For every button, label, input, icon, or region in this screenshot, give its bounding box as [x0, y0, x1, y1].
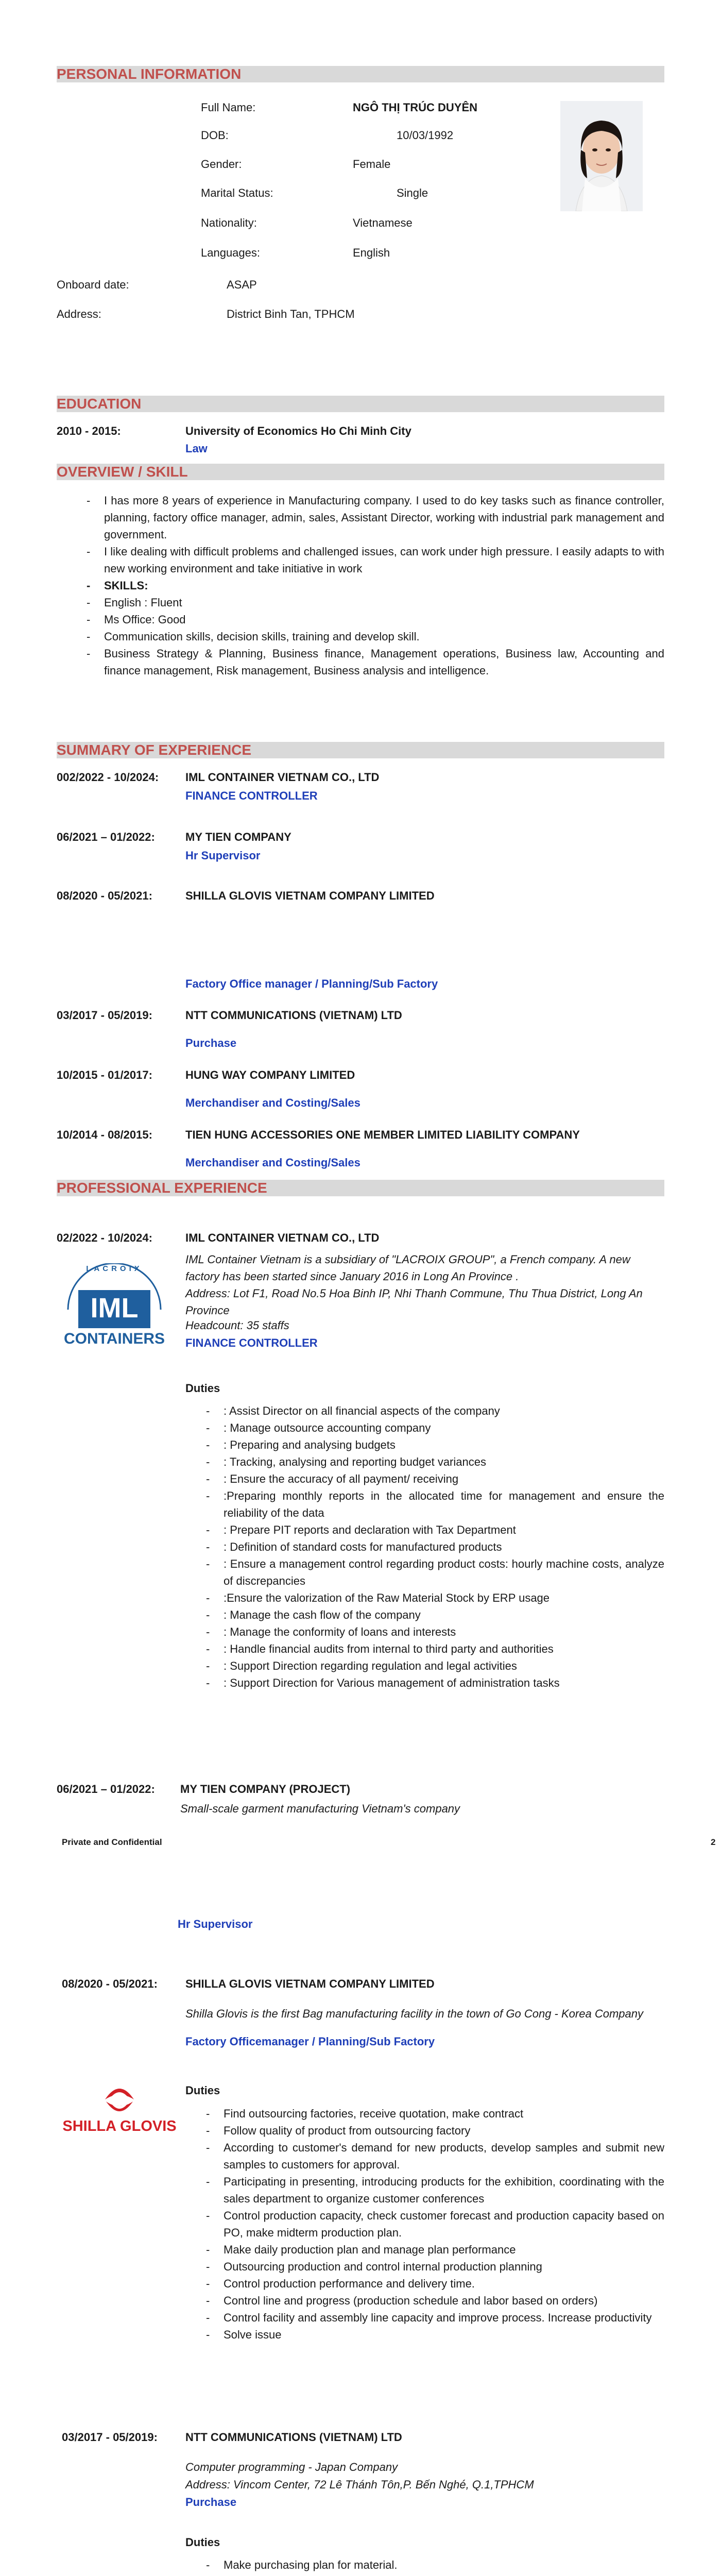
value-marital-status: Single [397, 187, 428, 199]
duty-item: - Outsourcing production and control internal production planning [206, 2258, 664, 2275]
education-period: 2010 - 2015: [57, 425, 121, 437]
summary-company: MY TIEN COMPANY [185, 831, 291, 843]
summary-period: 10/2014 - 08/2015: [57, 1128, 152, 1141]
iml-logo [58, 1263, 171, 1351]
duty-item: - Make daily production plan and manage plan performance [206, 2241, 664, 2258]
overview-list [87, 492, 664, 679]
mytien-description: Small-scale garment manufacturing Vietnam's company [180, 1802, 460, 1815]
summary-role: Merchandiser and Costing/Sales [185, 1096, 360, 1109]
iml-period: 02/2022 - 10/2024: [57, 1231, 152, 1244]
summary-role: Hr Supervisor [185, 849, 261, 862]
shilla-duties-list [206, 2105, 664, 2343]
duty-item: - : Manage the cash flow of the company [206, 1606, 664, 1623]
summary-period: 08/2020 - 05/2021: [57, 889, 152, 902]
duty-item: - Make purchasing plan for material. [206, 2556, 664, 2573]
value-gender: Female [353, 158, 391, 171]
summary-role: Purchase [185, 1037, 237, 1049]
education-school: University of Economics Ho Chi Minh City [185, 425, 411, 437]
duty-item: - : Ensure the accuracy of all payment/ receiving [206, 1470, 664, 1487]
duty-item: - :Preparing monthly reports in the allocated time for management and ensure the reliability of the data [206, 1487, 664, 1521]
duty-item: - : Definition of standard costs for manufactured products [206, 1538, 664, 1555]
iml-logo-text: IML [90, 1293, 139, 1324]
summary-company: NTT COMMUNICATIONS (VIETNAM) LTD [185, 1009, 402, 1022]
iml-description: IML Container Vietnam is a subsidiary of "LACROIX GROUP", a French company. A new factory has been started since January 2016 in Long An Province . [185, 1253, 630, 1283]
duty-item: - Control facility and assembly line capacity and improve process. Increase productivity [206, 2309, 664, 2326]
iml-logo-arc-text: LACROIX [86, 1264, 143, 1273]
label-languages: Languages: [201, 246, 260, 259]
iml-company: IML CONTAINER VIETNAM CO., LTD [185, 1231, 380, 1244]
iml-duties-list [206, 1402, 664, 1691]
overview-item: - Business Strategy & Planning, Business finance, Management operations, Business law, Accounting and finance management, Risk management, Business analysis and intelligence. [87, 645, 664, 679]
overview-item: - I has more 8 years of experience in Manufacturing company. I used to do key tasks such as finance controller, planning, factory office manager, admin, sales, Assistant Director, working with industrial park management and government. [87, 492, 664, 543]
duty-item [206, 2573, 664, 2576]
footer-page-number: 2 [711, 1837, 716, 1847]
duty-item: - :Ensure the valorization of the Raw Material Stock by ERP usage [206, 1589, 664, 1606]
overview-item: - Ms Office: Good [87, 611, 664, 628]
duty-item: - : Preparing and analysing budgets [206, 1436, 664, 1453]
shilla-duties-label: Duties [185, 2084, 220, 2097]
mytien-role: Hr Supervisor [178, 1918, 253, 1930]
iml-logo-sub: CONTAINERS [63, 1330, 165, 1347]
duty-item: - : Prepare PIT reports and declaration with Tax Department [206, 1521, 664, 1538]
duty-item: - Participating in presenting, introducing products for the exhibition, coordinating with the sales department to organize customer conferences [206, 2173, 664, 2207]
summary-role: Factory Office manager / Planning/Sub Factory [185, 977, 438, 990]
label-gender: Gender: [201, 158, 242, 171]
value-languages: English [353, 246, 390, 259]
value-address: District Binh Tan, TPHCM [227, 308, 355, 320]
shilla-company: SHILLA GLOVIS VIETNAM COMPANY LIMITED [185, 1977, 435, 1990]
summary-company: IML CONTAINER VIETNAM CO., LTD [185, 771, 380, 784]
duty-item: - : Handle financial audits from internal to third party and authorities [206, 1640, 664, 1657]
shilla-logo [58, 2079, 181, 2136]
shilla-description: Shilla Glovis is the first Bag manufacturing facility in the town of Go Cong - Korea Company [185, 2007, 643, 2020]
ntt-duties-label: Duties [185, 2536, 220, 2549]
summary-role: Merchandiser and Costing/Sales [185, 1156, 360, 1169]
shilla-period: 08/2020 - 05/2021: [62, 1977, 158, 1990]
education-major: Law [185, 442, 208, 455]
overview-item: - Communication skills, decision skills, training and develop skill. [87, 628, 664, 645]
duty-item: - : Ensure a management control regarding product costs: hourly machine costs, analyze of discrepancies [206, 1555, 664, 1589]
summary-role: FINANCE CONTROLLER [185, 789, 318, 802]
summary-period: 03/2017 - 05/2019: [57, 1009, 152, 1022]
iml-duties-label: Duties [185, 1382, 220, 1395]
overview-item: - English : Fluent [87, 594, 664, 611]
section-band-education [57, 396, 664, 412]
label-address: Address: [57, 308, 101, 320]
duty-item: - Solve issue [206, 2326, 664, 2343]
duty-item: - Control line and progress (production schedule and labor based on orders) [206, 2292, 664, 2309]
mytien-company: MY TIEN COMPANY (PROJECT) [180, 1783, 351, 1795]
duty-item: - According to customer's demand for new products, develop samples and submit new samples to customers for approval. [206, 2139, 664, 2173]
iml-address: Address: Lot F1, Road No.5 Hoa Binh IP, Nhi Thanh Commune, Thu Thua District, Long An Province [185, 1287, 643, 1317]
duty-item: - : Tracking, analysing and reporting budget variances [206, 1453, 664, 1470]
section-title-overview: OVERVIEW / SKILL [57, 464, 188, 480]
ntt-role: Purchase [185, 2496, 237, 2509]
duty-item: - Control production capacity, check customer forecast and production capacity based on PO, make midterm production plan. [206, 2207, 664, 2241]
duty-item: - : Assist Director on all financial aspects of the company [206, 1402, 664, 1419]
duty-item: - : Support Direction regarding regulation and legal activities [206, 1657, 664, 1674]
duty-item: - Find outsourcing factories, receive quotation, make contract [206, 2105, 664, 2122]
shilla-role: Factory Officemanager / Planning/Sub Factory [185, 2035, 435, 2048]
value-dob: 10/03/1992 [397, 129, 454, 142]
iml-role: FINANCE CONTROLLER [185, 1336, 318, 1349]
value-full-name: NGÔ THỊ TRÚC DUYÊN [353, 101, 477, 114]
label-nationality: Nationality: [201, 216, 257, 229]
ntt-address: Address: Vincom Center, 72 Lê Thánh Tôn,P. Bến Nghé, Q.1,TPHCM [185, 2478, 534, 2491]
summary-period: 10/2015 - 01/2017: [57, 1069, 152, 1081]
summary-period: 06/2021 – 01/2022: [57, 831, 155, 843]
section-title-summary: SUMMARY OF EXPERIENCE [57, 742, 252, 758]
ntt-period: 03/2017 - 05/2019: [62, 2431, 158, 2444]
footer-confidential: Private and Confidential [62, 1837, 162, 1847]
mytien-period: 06/2021 – 01/2022: [57, 1783, 155, 1795]
ntt-description: Computer programming - Japan Company [185, 2461, 398, 2473]
summary-company: TIEN HUNG ACCESSORIES ONE MEMBER LIMITED LIABILITY COMPANY [185, 1128, 580, 1141]
section-title-personal: PERSONAL INFORMATION [57, 66, 242, 82]
duty-item: - : Manage outsource accounting company [206, 1419, 664, 1436]
label-marital-status: Marital Status: [201, 187, 273, 199]
section-title-education: EDUCATION [57, 396, 142, 412]
label-full-name: Full Name: [201, 101, 256, 114]
label-onboard-date: Onboard date: [57, 278, 129, 291]
label-dob: DOB: [201, 129, 229, 142]
value-onboard-date: ASAP [227, 278, 257, 291]
duty-item: - : Support Direction for Various management of administration tasks [206, 1674, 664, 1691]
overview-item: - SKILLS: [87, 577, 664, 594]
ntt-company: NTT COMMUNICATIONS (VIETNAM) LTD [185, 2431, 402, 2444]
duty-item: - Control production performance and delivery time. [206, 2275, 664, 2292]
ntt-duties-list [206, 2556, 664, 2576]
duty-item: - Follow quality of product from outsourcing factory [206, 2122, 664, 2139]
overview-item: - I like dealing with difficult problems and challenged issues, can work under high pressure. I easily adapts to with new working environment and take initiative in work [87, 543, 664, 577]
value-nationality: Vietnamese [353, 216, 413, 229]
profile-photo [560, 101, 643, 211]
summary-company: SHILLA GLOVIS VIETNAM COMPANY LIMITED [185, 889, 435, 902]
shilla-logo-text: SHILLA GLOVIS [62, 2118, 177, 2134]
iml-headcount: Headcount: 35 staffs [185, 1319, 289, 1332]
summary-period: 002/2022 - 10/2024: [57, 771, 159, 784]
duty-item: - : Manage the conformity of loans and interests [206, 1623, 664, 1640]
summary-company: HUNG WAY COMPANY LIMITED [185, 1069, 355, 1081]
section-title-experience: PROFESSIONAL EXPERIENCE [57, 1180, 267, 1196]
